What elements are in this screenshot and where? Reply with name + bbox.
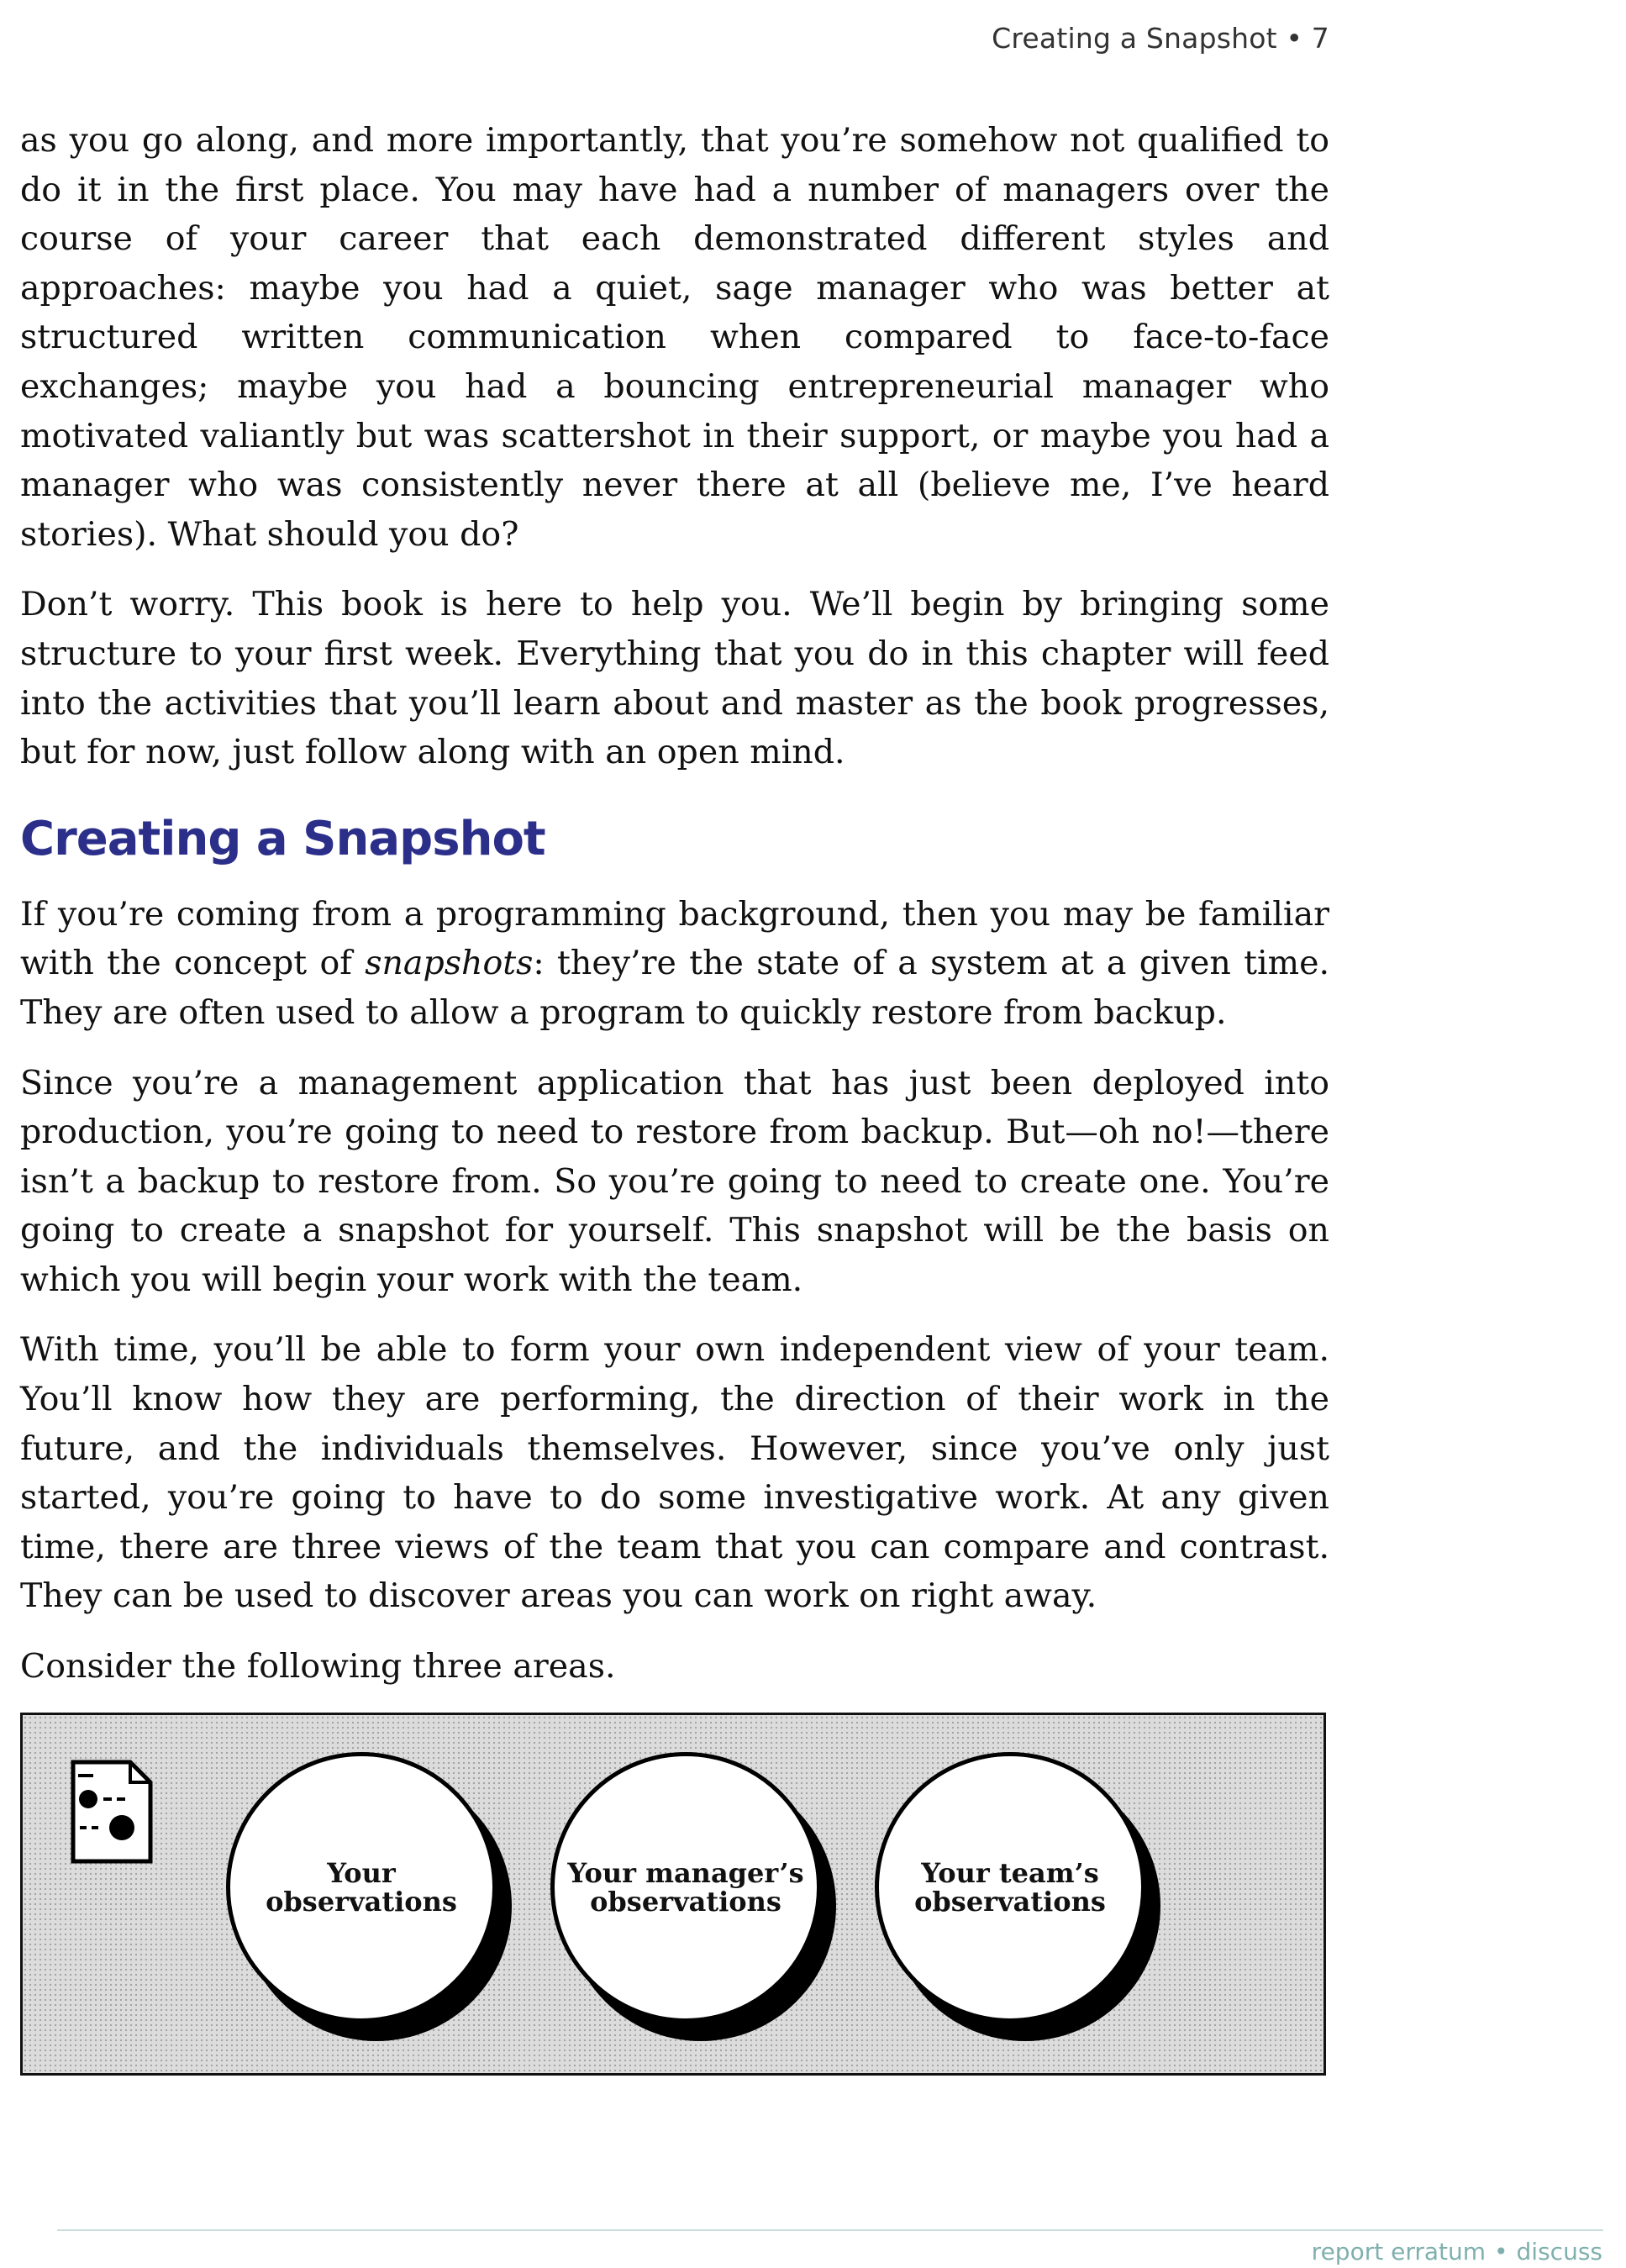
circle-manager-observations: [550, 1752, 839, 2048]
emphasis-snapshots: snapshots: [365, 944, 534, 983]
circle: [226, 1752, 497, 2023]
circle: [550, 1752, 821, 2023]
footer: [1312, 2238, 1602, 2265]
report-erratum-link[interactable]: report erratum: [1311, 2238, 1487, 2265]
footer-divider: [57, 2229, 1603, 2231]
three-views-figure: [20, 1713, 1326, 2076]
discuss-link[interactable]: discuss: [1516, 2238, 1602, 2265]
section-heading: Creating a Snapshot: [20, 811, 545, 866]
paragraph-text: If you’re coming from a programming background, then you may be familiar with the concept of: [20, 894, 1329, 983]
running-head: Creating a Snapshot • 7: [992, 22, 1329, 55]
circle: [875, 1752, 1145, 2023]
footer-separator: •: [1494, 2238, 1508, 2265]
circle-team-observations: [875, 1752, 1164, 2048]
circle-your-observations: [226, 1752, 515, 2048]
paragraph-intro-2: Don’t worry. This book is here to help you. We’ll begin by bringing some structure to your first week. Everything that you do in this chapter will feed into the activities that you’ll learn about and master as the book progresses, but for now, just follow along with an open mind.: [20, 585, 1329, 772]
paragraph-snapshot-1: [20, 890, 1329, 1038]
page-content: [20, 116, 1329, 2076]
circle-label: Your team’s observations: [914, 1856, 1106, 1918]
paragraph-snapshot-3: With time, you’ll be able to form your own independent view of your team. You’ll know how they are performing, the direction of their work in the future, and the individuals themselves. However, since you’ve only just started, you’re going to have to do some investigative work. At any given time, there are three views of the team that you can compare and contrast. They can be used to discover areas you can work on right away.: [20, 1330, 1329, 1616]
paragraph-intro-1: as you go along, and more importantly, that you’re somehow not qualified to do it in the first place. You may have had a number of managers over the course of your career that each demonstrated different styles and approaches: maybe you had a quiet, sage manager who was better at structured written communication when compared to face-to-face exchanges; maybe you had a bouncing entrepreneurial manager who motivated valiantly but was scattershot in their support, or maybe you had a manager who was consistently never there at all (believe me, I’ve heard stories). What should you do?: [20, 121, 1329, 554]
circle-label: Your observations: [266, 1856, 457, 1918]
circle-label: Your manager’s observations: [567, 1856, 804, 1918]
document-icon: [70, 1759, 154, 1865]
paragraph-text: : they’re the state of a system at a given time. They are often used to allow a program to quickly restore from backup.: [20, 944, 1329, 1032]
paragraph-snapshot-2: Since you’re a management application that has just been deployed into production, you’re going to need to restore from backup. But—oh no!—there isn’t a backup to restore from. So you’re going to need to create one. You’re going to create a snapshot for yourself. This snapshot will be the basis on which you will begin your work with the team.: [20, 1063, 1329, 1299]
paragraph-snapshot-4: Consider the following three areas.: [20, 1647, 616, 1687]
